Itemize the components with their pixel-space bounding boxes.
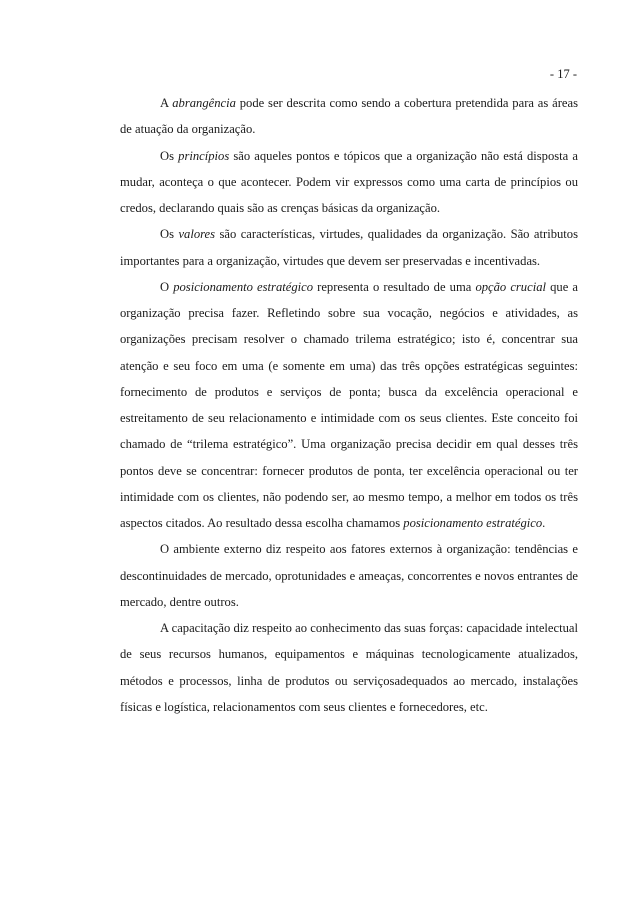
paragraph-posicionamento <box>120 274 578 537</box>
document-body <box>120 90 578 720</box>
principios-text: são aqueles pontos e tópicos que a organização não está disposta a mudar, aconteça o que acontecer. Podem vir expressos como uma carta de princípios ou credos, declarando quais são as crenças básicas da organização. <box>120 148 578 215</box>
posicionamento-term-b: opção crucial <box>475 279 546 294</box>
posicionamento-term: posicionamento estratégico <box>173 279 314 294</box>
paragraph-capacitacao <box>120 615 578 720</box>
paragraph-principios <box>120 143 578 222</box>
paragraph-valores <box>120 221 578 274</box>
abrangencia-term: abrangência <box>172 96 236 110</box>
valores-term: valores <box>178 227 216 242</box>
valores-text: são características, virtudes, qualidades da organização. São atributos importantes para a organização, virtudes que devem ser preservadas e incentivadas. <box>120 227 578 268</box>
posicionamento-text-b: que a organização precisa fazer. Refletindo sobre sua vocação, negócios e atividades, as organizações precisam resolver o chamado trilema estratégico; isto é, concentrar sua atenção e seu foco em uma (e somente em uma) das três opções estratégicas seguintes: fornecimento de produtos e serviços de ponta; busca da excelência operacional e estreitamento de seu relacionamento e intimidade com os seus clientes. Este conceito foi chamado de “trilema estratégico”. Uma organização precisa decidir em qual desses três pontos deve se concentrar: fornecer produtos de ponta, ter excelência operacional ou ter intimidade com os clientes, não podendo ser, ao mesmo tempo, a melhor em todos os três aspectos citados. Ao resultado dessa escolha chamamos <box>120 279 578 530</box>
capacitacao-text: A capacitação diz respeito ao conhecimento das suas forças: capacidade intelectual de seus recursos humanos, equipamentos e máquinas tecnologicamente atualizados, métodos e processos, linha de produtos ou serviçosadequados ao mercado, instalações físicas e logística, relacionamentos com seus clientes e fornecedores, etc. <box>120 621 578 714</box>
posicionamento-intro: O <box>160 279 174 294</box>
valores-intro: Os <box>160 227 179 242</box>
abrangencia-intro: A <box>160 96 173 110</box>
page-number: - 17 - <box>549 67 577 81</box>
principios-term: princípios <box>178 148 230 163</box>
posicionamento-text-a: representa o resultado de uma <box>313 279 476 294</box>
posicionamento-term-c: posicionamento estratégico <box>403 516 543 530</box>
posicionamento-text-c: . <box>542 516 546 530</box>
ambiente-text: O ambiente externo diz respeito aos fatores externos à organização: tendências e descontinuidades de mercado, oprotunidades e ameaças, concorrentes e novos entrantes de mercado, dentre outros. <box>120 542 578 609</box>
paragraph-ambiente <box>120 536 578 615</box>
paragraph-abrangencia <box>120 90 578 143</box>
principios-intro: Os <box>160 148 179 163</box>
abrangencia-text: pode ser descrita como sendo a cobertura pretendida para as áreas de atuação da organização. <box>120 96 578 137</box>
